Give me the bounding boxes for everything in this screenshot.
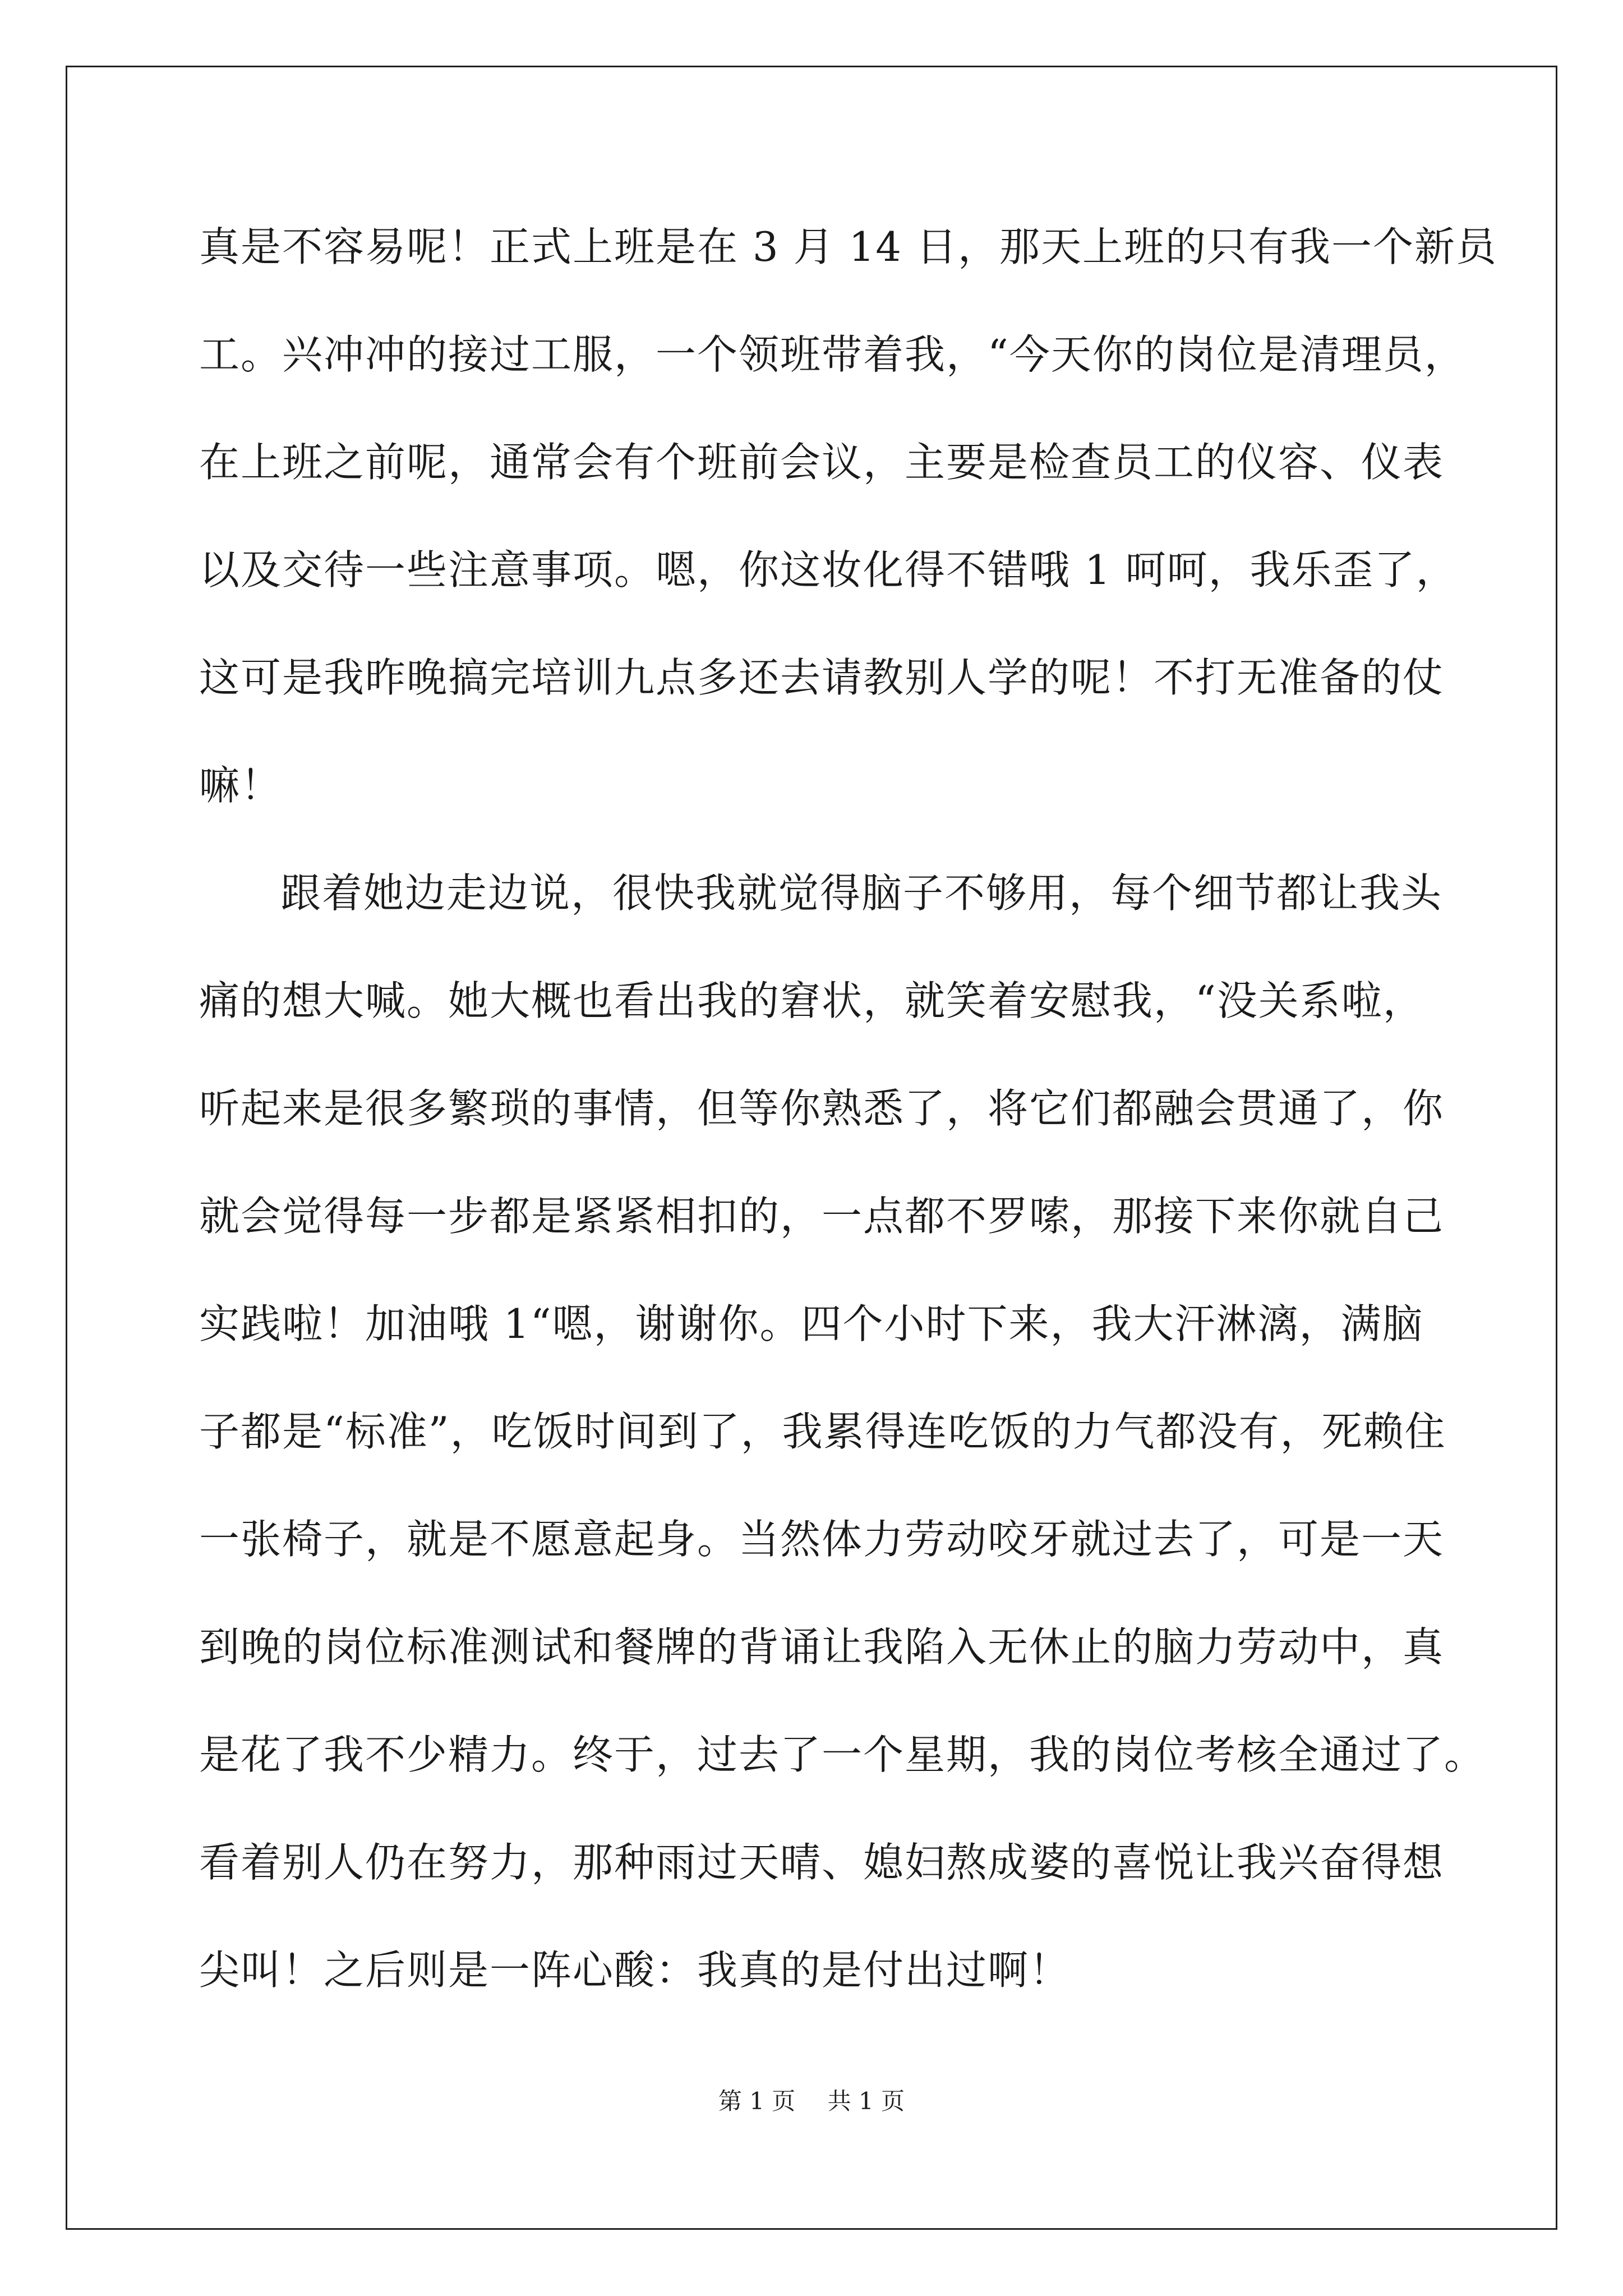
text-line: 在上班之前呢，通常会有个班前会议，主要是检查员工的仪容、仪表 xyxy=(199,439,1445,486)
text-line: 一张椅子，就是不愿意起身。当然体力劳动咬牙就过去了，可是一天 xyxy=(199,1516,1445,1563)
text-line: 以及交待一些注意事项。嗯，你这妆化得不错哦 1 呵呵，我乐歪了， xyxy=(199,546,1458,593)
page-number: 第 1 页 xyxy=(718,2087,796,2115)
text-line: 这可是我昨晚搞完培训九点多还去请教别人学的呢！不打无准备的仗 xyxy=(199,654,1445,701)
text-line: 实践啦！加油哦 1“嗯，谢谢你。四个小时下来，我大汗淋漓，满脑 xyxy=(199,1300,1424,1347)
paragraph-1 xyxy=(199,219,1497,865)
text-line: 看着别人仍在努力，那种雨过天晴、媳妇熬成婆的喜悦让我兴奋得想 xyxy=(199,1839,1445,1886)
text-line: 听起来是很多繁琐的事情，但等你熟悉了，将它们都融会贯通了，你 xyxy=(199,1085,1445,1132)
text-line: 子都是“标准”，吃饭时间到了，我累得连吃饭的力气都没有，死赖住 xyxy=(199,1408,1446,1455)
text-line: 是花了我不少精力。终于，过去了一个星期，我的岗位考核全通过了。 xyxy=(199,1731,1486,1778)
text-line: 工。兴冲冲的接过工服，一个领班带着我，“今天你的岗位是清理员， xyxy=(199,331,1466,378)
text-line: 就会觉得每一步都是紧紧相扣的，一点都不罗嗦，那接下来你就自己 xyxy=(199,1193,1445,1240)
page-total: 共 1 页 xyxy=(827,2087,905,2115)
text-line: 到晚的岗位标准测试和餐牌的背诵让我陷入无休止的脑力劳动中，真 xyxy=(199,1623,1445,1671)
paragraph-2 xyxy=(199,865,1486,2050)
text-line: 真是不容易呢！正式上班是在 3 月 14 日，那天上班的只有我一个新员 xyxy=(199,223,1497,270)
page-footer xyxy=(0,2085,1623,2118)
text-line: 尖叫！之后则是一阵心酸：我真的是付出过啊！ xyxy=(199,1947,1071,1994)
text-line: 嘛！ xyxy=(199,762,283,809)
text-line: 痛的想大喊。她大概也看出我的窘状，就笑着安慰我，“没关系啦， xyxy=(199,977,1424,1024)
document-body xyxy=(199,219,1497,2050)
text-line: 跟着她边走边说，很快我就觉得脑子不够用，每个细节都让我头 xyxy=(280,869,1443,917)
